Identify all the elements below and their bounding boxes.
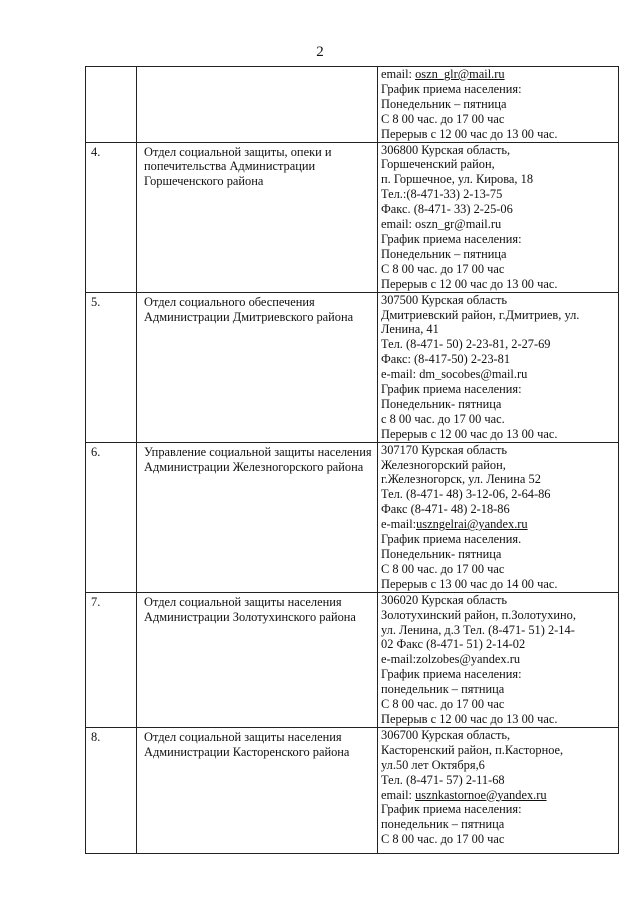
departments-table	[85, 66, 619, 854]
contact-line	[381, 802, 616, 817]
contact-text: Понедельник- пятница	[381, 396, 502, 411]
contact-text: ул. Ленина, д.3 Тел. (8-471- 51) 2-14-	[381, 622, 575, 637]
contact-line	[381, 458, 616, 473]
contact-line	[381, 773, 616, 788]
contact-text: Тел. (8-471- 50) 2-23-81, 2-27-69	[381, 337, 551, 352]
contact-text: Тел. (8-471- 48) 3-12-06, 2-64-86	[381, 487, 551, 502]
contact-text: 307170 Курская область	[381, 442, 508, 457]
contact-text: Понедельник- пятница	[381, 547, 502, 561]
contact-line	[381, 788, 616, 803]
contact-text: e-mail:	[381, 517, 417, 532]
contact-line	[381, 337, 616, 352]
contact-text: График приема населения:	[381, 81, 522, 96]
contact-text: email: oszn_gr@mail.ru	[381, 217, 502, 232]
table-row	[86, 592, 619, 727]
contact-info-cell	[378, 292, 619, 442]
department-name-cell	[137, 292, 378, 442]
contact-line	[381, 232, 616, 247]
contact-text: email:	[381, 67, 416, 81]
contact-line	[381, 487, 616, 502]
contact-text: Перерыв с 12 00 час до 13 00 час.	[381, 126, 558, 141]
table-row	[86, 727, 619, 853]
contact-text: Факс. (8-471- 33) 2-25-06	[381, 202, 513, 217]
contact-text: Перерыв с 12 00 час до 13 00 час.	[381, 426, 558, 441]
row-number	[86, 67, 137, 143]
contact-line	[381, 427, 616, 442]
contact-line	[381, 758, 616, 773]
contact-line	[381, 352, 616, 367]
contact-text: Факс: (8-417-50) 2-23-81	[381, 352, 511, 367]
contact-line	[381, 157, 616, 172]
contact-text: График приема населения.	[381, 532, 522, 547]
email-link[interactable]: oszn_glr@mail.ru	[415, 67, 505, 81]
contact-line	[381, 382, 616, 397]
contact-text: Касторенский район, п.Касторное,	[381, 742, 564, 757]
contact-line	[381, 517, 616, 532]
contact-line	[381, 743, 616, 758]
contact-text: Тел.:(8-471-33) 2-13-75	[381, 187, 503, 202]
contact-info-cell	[378, 442, 619, 592]
contact-text: С 8 00 час. до 17 00 час	[381, 561, 505, 576]
table-row	[86, 142, 619, 292]
contact-info-cell	[378, 727, 619, 853]
contact-line	[381, 308, 616, 323]
department-name: Отдел социальной защиты населения Администрации Золотухинского района	[144, 594, 356, 624]
contact-line	[381, 712, 616, 727]
contact-text: Понедельник – пятница	[381, 96, 507, 111]
contact-line	[381, 832, 616, 847]
email-link[interactable]: uszngelrai@yandex.ru	[416, 517, 528, 532]
contact-info-cell	[378, 67, 619, 143]
contact-text: Дмитриевский район, г.Дмитриев, ул.	[381, 307, 580, 322]
contact-text: понедельник – пятница	[381, 682, 505, 697]
contact-text: 306800 Курская область,	[381, 142, 511, 157]
contact-line	[381, 682, 616, 697]
contact-text: Железногорский район,	[381, 457, 506, 472]
department-name-cell	[137, 727, 378, 853]
contact-line	[381, 247, 616, 262]
page-number: 2	[316, 44, 324, 60]
contact-line	[381, 112, 616, 127]
contact-line	[381, 667, 616, 682]
contact-text: График приема населения:	[381, 667, 522, 682]
contact-text: e-mail: dm_socobes@mail.ru	[381, 367, 528, 382]
contact-line	[381, 502, 616, 517]
contact-text: С 8 00 час. до 17 00 час	[381, 111, 505, 126]
row-number: 5.	[86, 292, 137, 442]
contact-text: Ленина, 41	[381, 322, 439, 337]
contact-line	[381, 562, 616, 577]
contact-text: Перерыв с 12 00 час до 13 00 час.	[381, 711, 558, 726]
contact-text: Перерыв с 12 00 час до 13 00 час.	[381, 276, 558, 291]
department-name: Отдел социального обеспечения Администрации Дмитриевского района	[144, 294, 354, 324]
contact-line	[381, 593, 616, 608]
contact-text: email:	[381, 787, 416, 802]
row-number: 4.	[86, 142, 137, 292]
contact-info-cell	[378, 142, 619, 292]
row-number: 6.	[86, 442, 137, 592]
contact-text: Факс (8-471- 48) 2-18-86	[381, 502, 510, 517]
contact-line	[381, 443, 616, 458]
contact-line	[381, 187, 616, 202]
contact-line	[381, 577, 616, 592]
contact-text: График приема населения:	[381, 231, 522, 246]
contact-text: График приема населения:	[381, 382, 522, 397]
contact-text: г.Железногорск, ул. Ленина 52	[381, 472, 541, 487]
contact-line	[381, 367, 616, 382]
contact-text: ул.50 лет Октября,6	[381, 757, 485, 772]
department-name: Отдел социальной защиты, опеки и попечительства Администрации Горшеченского района	[144, 144, 332, 189]
contact-text: График приема населения:	[381, 802, 522, 817]
contact-line	[381, 82, 616, 97]
contact-text: Золотухинский район, п.Золотухино,	[381, 607, 576, 622]
contact-line	[381, 202, 616, 217]
email-link[interactable]: usznkastornoe@yandex.ru	[415, 787, 547, 802]
contact-text: понедельник – пятница	[381, 817, 505, 832]
contact-text: 306700 Курская область,	[381, 727, 511, 742]
contact-line	[381, 472, 616, 487]
contact-text: 307500 Курская область	[381, 292, 508, 307]
department-name-cell	[137, 442, 378, 592]
contact-text: С 8 00 час. до 17 00 час	[381, 261, 505, 276]
contact-info-cell	[378, 592, 619, 727]
contact-line	[381, 262, 616, 277]
contact-line	[381, 143, 616, 158]
contact-line	[381, 697, 616, 712]
department-name: Отдел социальной защиты населения Администрации Касторенского района	[144, 729, 350, 759]
contact-line	[381, 532, 616, 547]
contact-text: С 8 00 час. до 17 00 час	[381, 832, 505, 847]
table-row	[86, 67, 619, 143]
table-row	[86, 292, 619, 442]
table-row	[86, 442, 619, 592]
contact-line	[381, 817, 616, 832]
row-number: 8.	[86, 727, 137, 853]
contact-text: 02 Факс (8-471- 51) 2-14-02	[381, 637, 526, 652]
contact-text: С 8 00 час. до 17 00 час	[381, 697, 505, 712]
contact-line	[381, 67, 616, 82]
contact-line	[381, 127, 616, 142]
contact-text: Тел. (8-471- 57) 2-11-68	[381, 772, 505, 787]
contact-line	[381, 608, 616, 623]
contact-text: с 8 00 час. до 17 00 час.	[381, 411, 505, 426]
row-number: 7.	[86, 592, 137, 727]
contact-line	[381, 397, 616, 412]
contact-text: 306020 Курская область	[381, 592, 508, 607]
contact-line	[381, 728, 616, 743]
contact-line	[381, 412, 616, 427]
contact-text: Перерыв с 13 00 час до 14 00 час.	[381, 576, 558, 591]
contact-line	[381, 637, 616, 652]
contact-line	[381, 172, 616, 187]
department-name-cell	[137, 592, 378, 727]
contact-line	[381, 652, 616, 667]
contact-text: e-mail:zolzobes@yandex.ru	[381, 652, 521, 667]
contact-line	[381, 322, 616, 337]
department-name-cell	[137, 142, 378, 292]
contact-line	[381, 623, 616, 638]
department-name: Управление социальной защиты населения Администрации Железногорского района	[144, 444, 372, 474]
contact-line	[381, 547, 616, 562]
contact-line	[381, 217, 616, 232]
contact-line	[381, 277, 616, 292]
contact-line	[381, 293, 616, 308]
contact-text: Горшеченский район,	[381, 157, 495, 172]
contact-text: Понедельник – пятница	[381, 246, 507, 261]
table-body	[86, 67, 619, 854]
contact-text: п. Горшечное, ул. Кирова, 18	[381, 172, 534, 187]
department-name-cell	[137, 67, 378, 143]
contact-line	[381, 97, 616, 112]
